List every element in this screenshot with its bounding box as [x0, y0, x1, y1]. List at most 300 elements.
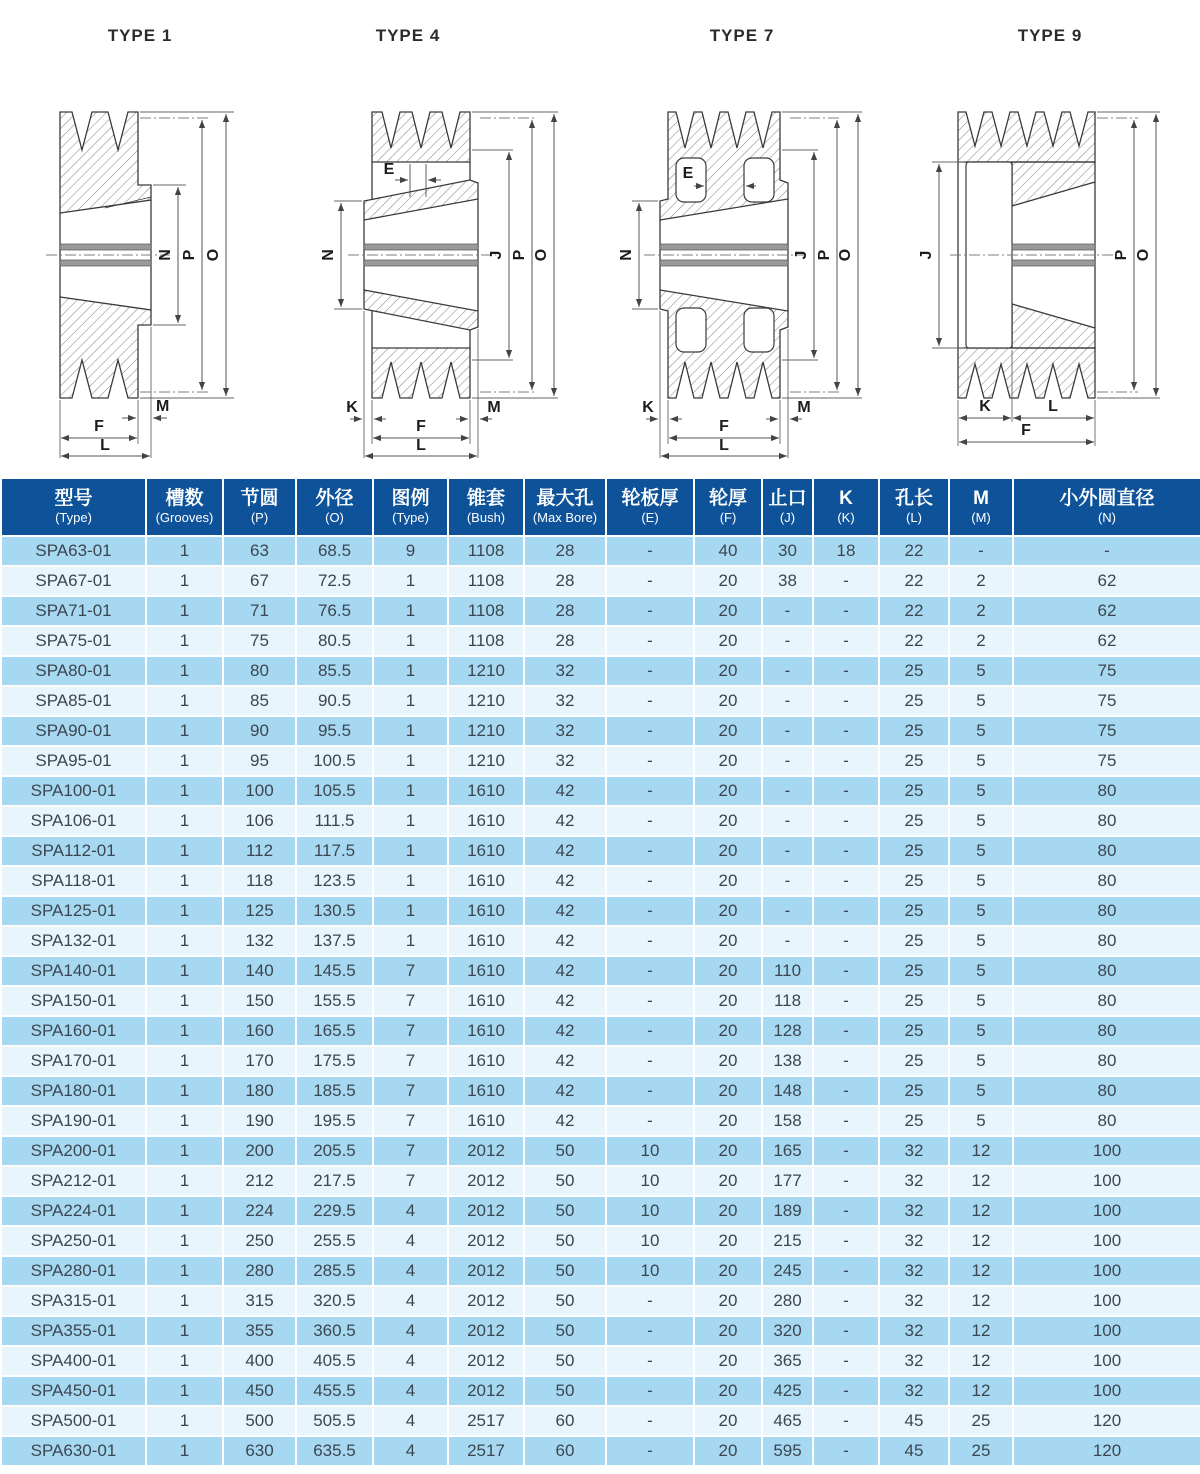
table-cell: 20 [694, 1286, 762, 1316]
table-cell: - [762, 686, 813, 716]
diagram-title-type-9: TYPE 9 [1017, 26, 1083, 45]
diagram-type-9 [900, 26, 1200, 477]
table-cell: 7 [373, 1106, 448, 1136]
column-header-6 [524, 478, 606, 536]
pulley-diagrams [0, 0, 1200, 477]
table-cell: - [813, 1136, 879, 1166]
table-row [1, 566, 1200, 596]
table-cell: 1 [146, 986, 223, 1016]
table-cell: 1610 [448, 836, 524, 866]
table-cell: 20 [694, 686, 762, 716]
dim-label-m: M [797, 399, 811, 416]
table-row [1, 1316, 1200, 1346]
table-cell: 100 [1013, 1286, 1200, 1316]
table-cell: SPA450-01 [1, 1376, 146, 1406]
table-row [1, 1136, 1200, 1166]
table-cell: 75 [1013, 686, 1200, 716]
table-cell: 10 [606, 1256, 694, 1286]
table-cell: 320 [762, 1316, 813, 1346]
table-cell: - [813, 1286, 879, 1316]
table-row [1, 656, 1200, 686]
dim-label-o: O [533, 248, 550, 262]
column-header-en: (Bush) [466, 510, 506, 526]
dim-label-l: L [416, 437, 426, 454]
table-cell: 1108 [448, 566, 524, 596]
table-cell: - [606, 1316, 694, 1346]
column-header-en: (J) [779, 510, 796, 526]
table-cell: 595 [762, 1436, 813, 1466]
dim-label-f: F [94, 418, 104, 435]
table-cell: 1108 [448, 626, 524, 656]
dim-label-j: J [488, 250, 505, 260]
table-cell: - [813, 1316, 879, 1346]
table-cell: 1 [373, 656, 448, 686]
table-cell: 12 [949, 1166, 1013, 1196]
table-cell: SPA500-01 [1, 1406, 146, 1436]
table-cell: 185.5 [296, 1076, 373, 1106]
table-cell: 22 [879, 596, 949, 626]
table-cell: 405.5 [296, 1346, 373, 1376]
table-cell: 7 [373, 1166, 448, 1196]
table-row [1, 1376, 1200, 1406]
table-cell: 120 [1013, 1406, 1200, 1436]
table-cell: 80 [1013, 1106, 1200, 1136]
table-cell: 5 [949, 836, 1013, 866]
table-cell: 1610 [448, 1076, 524, 1106]
table-cell: 85 [223, 686, 296, 716]
table-cell: SPA150-01 [1, 986, 146, 1016]
dim-label-m: M [487, 399, 501, 416]
table-cell: 12 [949, 1346, 1013, 1376]
table-cell: 12 [949, 1316, 1013, 1346]
table-cell: 117.5 [296, 836, 373, 866]
table-cell: 1610 [448, 866, 524, 896]
dim-label-k: K [979, 398, 991, 415]
table-cell: - [606, 686, 694, 716]
table-cell: 5 [949, 1106, 1013, 1136]
table-row [1, 1256, 1200, 1286]
table-cell: 4 [373, 1256, 448, 1286]
column-header-13 [1013, 478, 1200, 536]
table-cell: 10 [606, 1166, 694, 1196]
table-cell: - [813, 1106, 879, 1136]
table-cell: 2012 [448, 1346, 524, 1376]
table-cell: - [813, 1256, 879, 1286]
table-cell: 1 [373, 836, 448, 866]
table-cell: SPA85-01 [1, 686, 146, 716]
table-row [1, 896, 1200, 926]
table-cell: 32 [524, 686, 606, 716]
table-cell: 18 [813, 536, 879, 566]
table-cell: 100 [1013, 1376, 1200, 1406]
table-cell: 20 [694, 1106, 762, 1136]
dim-label-f: F [416, 418, 426, 435]
table-cell: - [813, 1046, 879, 1076]
table-cell: 125 [223, 896, 296, 926]
table-row [1, 716, 1200, 746]
table-cell: 1 [146, 1076, 223, 1106]
table-cell: 95.5 [296, 716, 373, 746]
table-cell: 32 [879, 1286, 949, 1316]
table-cell: 138 [762, 1046, 813, 1076]
column-header-zh: M [973, 487, 989, 509]
table-cell: 1 [146, 806, 223, 836]
table-cell: - [813, 776, 879, 806]
table-cell: 20 [694, 1016, 762, 1046]
table-cell: 195.5 [296, 1106, 373, 1136]
table-cell: 128 [762, 1016, 813, 1046]
table-cell: - [813, 956, 879, 986]
table-cell: 110 [762, 956, 813, 986]
table-cell: 62 [1013, 566, 1200, 596]
table-cell: SPA100-01 [1, 776, 146, 806]
table-cell: SPA190-01 [1, 1106, 146, 1136]
table-cell: 71 [223, 596, 296, 626]
table-cell: 20 [694, 896, 762, 926]
table-cell: 150 [223, 986, 296, 1016]
column-header-en: (F) [719, 510, 737, 526]
table-cell: 20 [694, 1316, 762, 1346]
dim-label-p: P [816, 249, 833, 261]
table-cell: 165 [762, 1136, 813, 1166]
table-cell: - [813, 596, 879, 626]
table-cell: 5 [949, 776, 1013, 806]
table-cell: 12 [949, 1226, 1013, 1256]
table-cell: 1 [146, 566, 223, 596]
table-cell: 20 [694, 1166, 762, 1196]
table-cell: 68.5 [296, 536, 373, 566]
table-cell: 1210 [448, 746, 524, 776]
table-cell: 5 [949, 926, 1013, 956]
table-cell: 250 [223, 1226, 296, 1256]
table-cell: 180 [223, 1076, 296, 1106]
table-cell: 12 [949, 1286, 1013, 1316]
table-cell: 63 [223, 536, 296, 566]
table-cell: 100 [1013, 1226, 1200, 1256]
table-cell: 1 [146, 746, 223, 776]
table-cell: 1 [146, 1136, 223, 1166]
table-cell: 80 [1013, 1016, 1200, 1046]
table-cell: 72.5 [296, 566, 373, 596]
table-cell: 2012 [448, 1256, 524, 1286]
table-cell: 1 [373, 746, 448, 776]
table-cell: 1610 [448, 896, 524, 926]
diagram-type-7 [600, 26, 900, 477]
diagram-type-4 [300, 26, 600, 477]
table-cell: 42 [524, 806, 606, 836]
table-cell: SPA630-01 [1, 1436, 146, 1466]
table-cell: 1 [146, 1196, 223, 1226]
table-cell: 80 [1013, 806, 1200, 836]
column-header-zh: 轮板厚 [621, 487, 679, 509]
table-cell: - [813, 866, 879, 896]
table-cell: 32 [524, 746, 606, 776]
table-cell: 20 [694, 806, 762, 836]
table-cell: SPA90-01 [1, 716, 146, 746]
table-cell: 85.5 [296, 656, 373, 686]
table-cell: 40 [694, 536, 762, 566]
table-cell: 42 [524, 866, 606, 896]
table-cell: - [606, 746, 694, 776]
table-row [1, 1346, 1200, 1376]
table-cell: SPA118-01 [1, 866, 146, 896]
table-cell: 7 [373, 1136, 448, 1166]
table-cell: 1 [146, 1406, 223, 1436]
table-row [1, 956, 1200, 986]
table-cell: 20 [694, 716, 762, 746]
table-cell: 20 [694, 1046, 762, 1076]
spec-table-body [1, 536, 1200, 1466]
table-cell: 2517 [448, 1436, 524, 1466]
table-cell: 90 [223, 716, 296, 746]
table-cell: 2517 [448, 1406, 524, 1436]
pulley-cross-section-type-9-drawing [910, 50, 1190, 462]
table-cell: 38 [762, 566, 813, 596]
diagram-title-type-1: TYPE 1 [107, 26, 173, 45]
table-cell: 217.5 [296, 1166, 373, 1196]
table-cell: 7 [373, 1076, 448, 1106]
table-cell: 5 [949, 746, 1013, 776]
table-cell: 25 [879, 1106, 949, 1136]
table-cell: 1 [146, 1256, 223, 1286]
table-row [1, 746, 1200, 776]
table-cell: 7 [373, 986, 448, 1016]
dim-label-l: L [719, 437, 729, 454]
table-cell: - [813, 836, 879, 866]
table-cell: 1 [146, 1166, 223, 1196]
table-cell: 360.5 [296, 1316, 373, 1346]
table-cell: 455.5 [296, 1376, 373, 1406]
table-cell: - [813, 656, 879, 686]
column-header-9 [762, 478, 813, 536]
pulley-cross-section-type-1-drawing [10, 50, 290, 462]
table-cell: 32 [524, 656, 606, 686]
table-cell: 1 [146, 1316, 223, 1346]
table-cell: - [606, 866, 694, 896]
column-header-zh: 节圆 [240, 487, 279, 509]
column-header-3 [296, 478, 373, 536]
table-cell: SPA95-01 [1, 746, 146, 776]
table-cell: 145.5 [296, 956, 373, 986]
table-cell: SPA71-01 [1, 596, 146, 626]
table-cell: SPA180-01 [1, 1076, 146, 1106]
table-cell: 106 [223, 806, 296, 836]
table-cell: - [813, 1436, 879, 1466]
table-cell: 67 [223, 566, 296, 596]
table-cell: 2012 [448, 1286, 524, 1316]
column-header-zh: 锥套 [466, 487, 505, 509]
table-cell: 20 [694, 596, 762, 626]
table-cell: 22 [879, 566, 949, 596]
column-header-en: (M) [971, 510, 991, 526]
table-cell: 42 [524, 1076, 606, 1106]
table-cell: 100 [1013, 1346, 1200, 1376]
table-cell: - [606, 956, 694, 986]
dim-label-k: K [346, 399, 358, 416]
table-cell: - [813, 1196, 879, 1226]
table-cell: 105.5 [296, 776, 373, 806]
table-cell: 4 [373, 1226, 448, 1256]
table-cell: 25 [879, 836, 949, 866]
table-cell: 175.5 [296, 1046, 373, 1076]
table-cell: - [813, 686, 879, 716]
table-cell: 1 [146, 1376, 223, 1406]
table-row [1, 596, 1200, 626]
table-cell: 10 [606, 1196, 694, 1226]
table-cell: 76.5 [296, 596, 373, 626]
table-cell: 50 [524, 1346, 606, 1376]
table-cell: 505.5 [296, 1406, 373, 1436]
table-cell: 5 [949, 686, 1013, 716]
table-cell: - [606, 1076, 694, 1106]
table-cell: 20 [694, 1406, 762, 1436]
diagram-title-type-7: TYPE 7 [709, 26, 775, 45]
table-cell: 32 [879, 1196, 949, 1226]
table-cell: 32 [879, 1316, 949, 1346]
table-row [1, 1016, 1200, 1046]
dim-label-o: O [837, 248, 854, 262]
table-cell: 1 [373, 776, 448, 806]
table-cell: SPA125-01 [1, 896, 146, 926]
table-cell: 170 [223, 1046, 296, 1076]
column-header-0 [1, 478, 146, 536]
table-cell: 80 [1013, 1046, 1200, 1076]
table-cell: 5 [949, 1016, 1013, 1046]
table-cell: 42 [524, 836, 606, 866]
table-cell: - [762, 806, 813, 836]
table-cell: 25 [879, 806, 949, 836]
table-cell: 25 [949, 1406, 1013, 1436]
column-header-en: (O) [325, 510, 344, 526]
column-header-11 [879, 478, 949, 536]
table-cell: - [606, 656, 694, 686]
column-header-4 [373, 478, 448, 536]
dim-label-f: F [1021, 422, 1031, 439]
column-header-en: (Type) [55, 510, 92, 526]
table-cell: 2012 [448, 1136, 524, 1166]
table-cell: 5 [949, 986, 1013, 1016]
table-cell: 1108 [448, 596, 524, 626]
table-cell: 62 [1013, 626, 1200, 656]
table-row [1, 836, 1200, 866]
table-cell: 2012 [448, 1166, 524, 1196]
table-cell: 9 [373, 536, 448, 566]
table-cell: 4 [373, 1286, 448, 1316]
table-cell: - [813, 1076, 879, 1106]
table-cell: 5 [949, 656, 1013, 686]
table-cell: 20 [694, 1346, 762, 1376]
table-cell: 20 [694, 746, 762, 776]
table-cell: 255.5 [296, 1226, 373, 1256]
table-cell: 20 [694, 866, 762, 896]
table-cell: SPA160-01 [1, 1016, 146, 1046]
table-cell: - [813, 1226, 879, 1256]
table-cell: 630 [223, 1436, 296, 1466]
table-row [1, 1166, 1200, 1196]
column-header-zh: 孔长 [894, 487, 933, 509]
column-header-en: (L) [906, 510, 922, 526]
table-cell: SPA212-01 [1, 1166, 146, 1196]
table-row [1, 1226, 1200, 1256]
table-cell: 1610 [448, 806, 524, 836]
table-cell: 215 [762, 1226, 813, 1256]
table-cell: - [813, 1346, 879, 1376]
table-row [1, 1046, 1200, 1076]
table-cell: 1210 [448, 656, 524, 686]
table-cell: 4 [373, 1316, 448, 1346]
table-cell: - [606, 1046, 694, 1076]
dim-label-j: J [793, 250, 810, 260]
spec-table [0, 477, 1200, 1467]
table-cell: 1 [373, 596, 448, 626]
dim-label-p: P [1113, 249, 1130, 261]
dim-label-f: F [719, 418, 729, 435]
table-cell: 1610 [448, 986, 524, 1016]
table-cell: 80 [1013, 776, 1200, 806]
column-header-zh: 止口 [768, 487, 807, 509]
dim-label-j: J [918, 250, 935, 260]
table-cell: 229.5 [296, 1196, 373, 1226]
table-cell: 28 [524, 596, 606, 626]
table-cell: - [762, 656, 813, 686]
table-cell: 1610 [448, 956, 524, 986]
column-header-en: (Max Bore) [532, 510, 598, 526]
table-cell: - [606, 926, 694, 956]
table-cell: SPA80-01 [1, 656, 146, 686]
table-cell: 25 [879, 716, 949, 746]
table-cell: 280 [223, 1256, 296, 1286]
table-cell: 25 [879, 1046, 949, 1076]
table-cell: 25 [879, 686, 949, 716]
table-cell: 75 [1013, 656, 1200, 686]
dim-label-p: P [181, 249, 198, 261]
column-header-en: (E) [641, 510, 659, 526]
table-cell: 2 [949, 596, 1013, 626]
table-cell: 1 [373, 926, 448, 956]
table-cell: 10 [606, 1226, 694, 1256]
table-cell: 100 [1013, 1196, 1200, 1226]
table-cell: 80 [1013, 836, 1200, 866]
table-cell: 20 [694, 776, 762, 806]
table-cell: 25 [879, 656, 949, 686]
table-cell: 50 [524, 1376, 606, 1406]
table-cell: 1 [146, 1226, 223, 1256]
table-cell: 80.5 [296, 626, 373, 656]
column-header-zh: 槽数 [165, 487, 204, 509]
table-cell: 160 [223, 1016, 296, 1046]
table-cell: 42 [524, 926, 606, 956]
table-cell: 50 [524, 1166, 606, 1196]
table-cell: 1 [373, 896, 448, 926]
table-cell: 1 [146, 656, 223, 686]
table-cell: 123.5 [296, 866, 373, 896]
table-cell: 200 [223, 1136, 296, 1166]
table-cell: 148 [762, 1076, 813, 1106]
table-cell: - [762, 626, 813, 656]
table-row [1, 686, 1200, 716]
table-row [1, 1286, 1200, 1316]
table-cell: SPA224-01 [1, 1196, 146, 1226]
table-cell: 4 [373, 1376, 448, 1406]
table-cell: 315 [223, 1286, 296, 1316]
table-cell: 28 [524, 626, 606, 656]
table-row [1, 776, 1200, 806]
dim-label-e: E [383, 161, 395, 178]
table-cell: SPA280-01 [1, 1256, 146, 1286]
table-cell: 28 [524, 536, 606, 566]
table-cell: 280 [762, 1286, 813, 1316]
table-cell: 42 [524, 1046, 606, 1076]
